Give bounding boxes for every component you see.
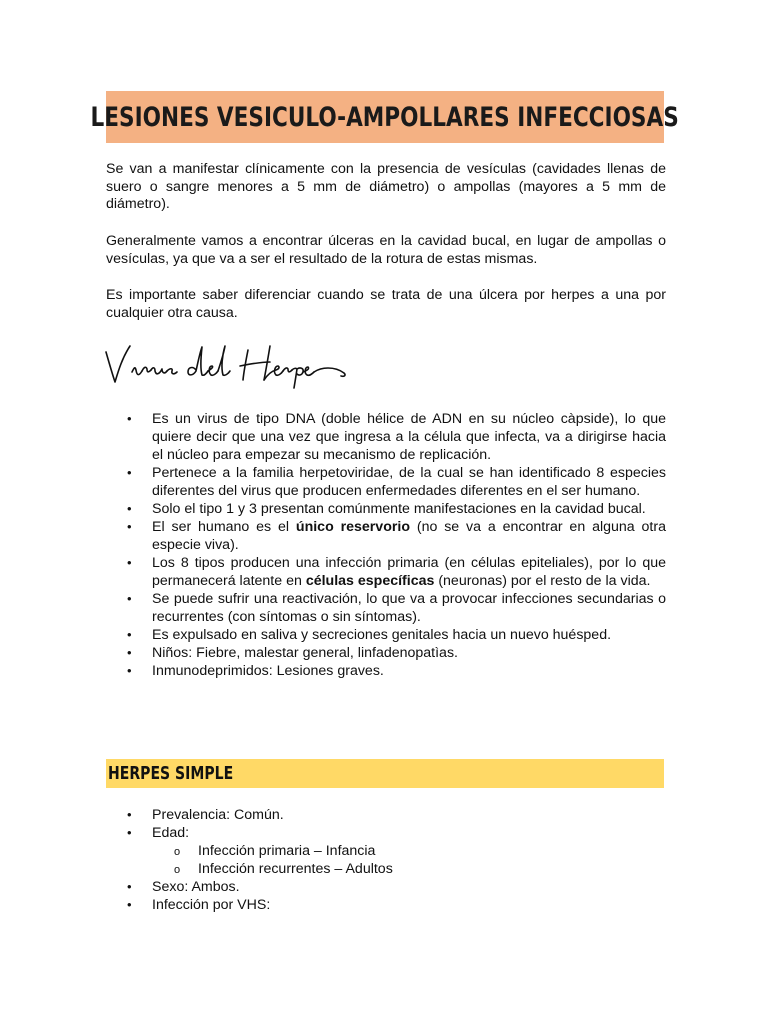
bullet-icon: •: [127, 645, 132, 660]
list-item: • Inmunodeprimidos: Lesiones graves.: [127, 663, 384, 679]
list-item: • Sexo: Ambos.: [127, 879, 240, 895]
bullet-icon: •: [127, 591, 132, 606]
bullet-icon: •: [127, 501, 132, 516]
list-item: • Es expulsado en saliva y secreciones genitales hacia un nuevo huésped.: [127, 627, 612, 643]
bullet-icon: •: [127, 825, 132, 840]
intro-paragraph-2: Generalmente vamos a encontrar úlceras en la cavidad bucal, en lugar de ampollas o vesículas, ya que va a ser el resultado de la rotura de estas mismas.: [106, 233, 666, 267]
sub-list-item: o Infección recurrentes – Adultos: [174, 861, 393, 877]
bullet-icon: •: [127, 879, 132, 894]
bullet-icon: •: [127, 897, 132, 912]
bullet-icon: •: [127, 663, 132, 678]
list-item: • Pertenece a la familia herpetoviridae, de la cual se han identificado 8 especies diferentes del virus que producen enfermedades diferentes en el ser humano.: [127, 465, 666, 499]
list-item: • Infección por VHS:: [127, 897, 271, 913]
bullet-icon: •: [127, 807, 132, 822]
subtitle-banner: [106, 759, 664, 788]
section-heading-virus-herpes: [100, 338, 360, 390]
list-item: • Prevalencia: Común.: [127, 807, 284, 823]
bullet-icon: •: [127, 411, 132, 426]
virus-herpes-bullet-list: [106, 410, 666, 680]
bullet-icon: •: [127, 465, 132, 480]
list-item: • Niños: Fiebre, malestar general, linfadenopatìas.: [127, 645, 458, 661]
bullet-icon: •: [127, 519, 132, 534]
list-item: • El ser humano es el único reservorio (no se va a encontrar en alguna otra especie viva).: [127, 519, 666, 553]
sub-bullet-icon: o: [174, 846, 181, 858]
age-sublist: [152, 842, 666, 878]
bullet-icon: •: [127, 555, 132, 570]
herpes-simple-bullet-list: [106, 806, 666, 914]
list-item: • Es un virus de tipo DNA (doble hélice de ADN en su núcleo càpside), lo que quiere decir que una vez que ingresa a la célula que infecta, va a dirigirse hacia el núcleo para empezar su mecanismo de replicación.: [127, 411, 666, 463]
list-item: • Los 8 tipos producen una infección primaria (en células epiteliales), por lo que permanecerá latente en células específicas (neuronas) por el resto de la vida.: [127, 555, 666, 589]
intro-paragraph-1: Se van a manifestar clínicamente con la presencia de vesículas (cavidades llenas de suero o sangre menores a 5 mm de diámetro) o ampollas (mayores a 5 mm de diámetro).: [106, 161, 666, 212]
list-item: • Solo el tipo 1 y 3 presentan comúnmente manifestaciones en la cavidad bucal.: [127, 501, 646, 517]
emphasis-text: células específicas: [305, 573, 435, 589]
list-item: • Edad: o Infección primaria – Infancia o Infección recurrentes – Adultos: [106, 824, 666, 878]
emphasis-text: único reservorio: [295, 519, 410, 535]
handwritten-heading-graphic: [100, 338, 360, 390]
page-title: LESIONES VESICULO-AMPOLLARES INFECCIOSAS: [90, 101, 680, 133]
bullet-icon: •: [127, 627, 132, 642]
section-heading-herpes-simple: HERPES SIMPLE: [108, 763, 234, 784]
sub-bullet-icon: o: [174, 864, 181, 876]
intro-paragraph-3: Es importante saber diferenciar cuando se trata de una úlcera por herpes a una por cualquier otra causa.: [106, 287, 666, 321]
sub-list-item: o Infección primaria – Infancia: [174, 843, 376, 859]
title-banner: [90, 91, 680, 143]
list-item: • Se puede sufrir una reactivación, lo que va a provocar infecciones secundarias o recurrentes (con síntomas o sin síntomas).: [127, 591, 666, 625]
